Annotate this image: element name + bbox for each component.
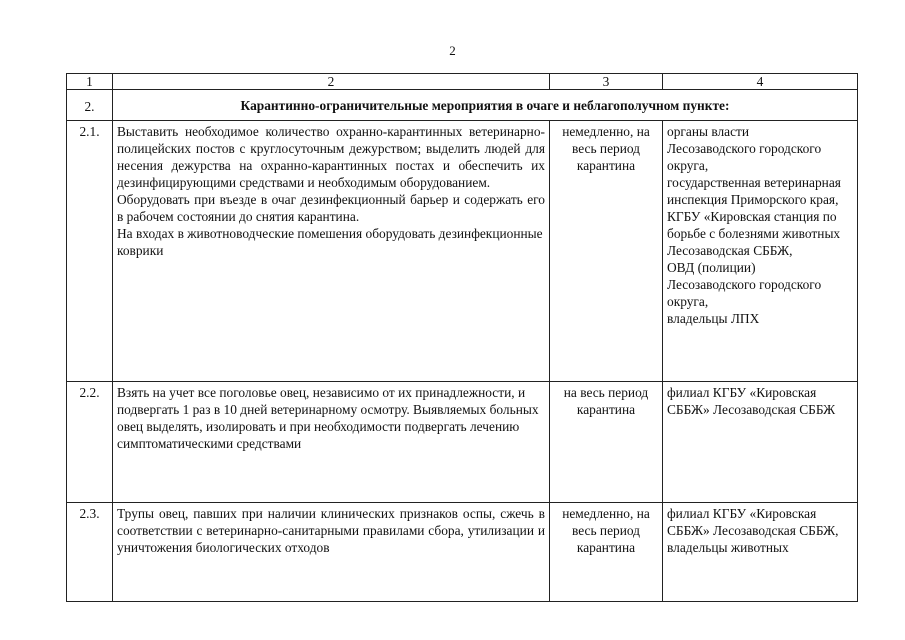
responsible-line: Лесозаводская СББЖ, [667, 243, 793, 258]
table-row [67, 121, 858, 382]
measure-paragraph: Оборудовать при въезде в очаг дезинфекционный барьер и содержать его в рабочем состоянии до снятия карантина. [117, 192, 545, 224]
measure-paragraph: На входах в животноводческие помешения оборудовать дезинфекционные коврики [117, 226, 543, 258]
item-number: 2.2. [67, 382, 113, 503]
column-number-row [67, 74, 858, 90]
measure-timing: немедленно, на весь период карантина [550, 121, 663, 382]
item-number: 2.3. [67, 503, 113, 602]
measure-paragraph: Трупы овец, павших при наличии клинических признаков оспы, сжечь в соответствии с ветеринарно-санитарными правилами сбора, утилизации и уничтожения биологических отходов [117, 506, 545, 555]
measure-text [113, 382, 550, 503]
responsible-line: владельцы ЛПХ [667, 311, 760, 326]
responsible-line: владельцы животных [667, 540, 789, 555]
column-number-2: 2 [113, 74, 550, 90]
responsible-line: филиал КГБУ «Кировская СББЖ» Лесозаводская СББЖ [667, 385, 836, 417]
table-row [67, 382, 858, 503]
item-number: 2.1. [67, 121, 113, 382]
section-row [67, 90, 858, 121]
measure-text [113, 503, 550, 602]
section-number: 2. [67, 90, 113, 121]
responsible-line: Лесозаводского городского округа, [667, 277, 822, 309]
responsible-line: филиал КГБУ «Кировская СББЖ» Лесозаводская СББЖ, [667, 506, 839, 538]
measure-timing: немедленно, на весь период карантина [550, 503, 663, 602]
measure-responsible [663, 382, 858, 503]
measure-paragraph: Выставить необходимое количество охранно-карантинных ветеринарно-полицейских постов с круглосуточным дежурством; выделить людей для несения дежурства на охранно-карантинных постах и обеспечить их дезинфицирующими средствами и необходимым оборудованием. [117, 124, 545, 190]
table-row [67, 503, 858, 602]
measures-table [66, 73, 858, 602]
measure-text [113, 121, 550, 382]
page-number: 2 [449, 43, 456, 58]
measure-timing: на весь период карантина [550, 382, 663, 503]
section-title: Карантинно-ограничительные мероприятия в очаге и неблагополучном пункте: [113, 90, 858, 121]
responsible-line: КГБУ «Кировская станция по борьбе с болезнями животных [667, 209, 841, 241]
column-number-4: 4 [663, 74, 858, 90]
responsible-line: ОВД (полиции) [667, 260, 756, 275]
column-number-1: 1 [67, 74, 113, 90]
measure-responsible [663, 503, 858, 602]
responsible-line: органы власти [667, 124, 750, 139]
measure-responsible [663, 121, 858, 382]
column-number-3: 3 [550, 74, 663, 90]
measure-paragraph: Взять на учет все поголовье овец, независимо от их принадлежности, и подвергать 1 раз в 10 дней ветеринарному осмотру. Выявляемых больных овец выделять, изолировать и при необходимости подвергать лечению симптоматическими средствами [117, 385, 539, 451]
responsible-line: государственная ветеринарная инспекция Приморского края, [667, 175, 841, 207]
responsible-line: Лесозаводского городского округа, [667, 141, 822, 173]
